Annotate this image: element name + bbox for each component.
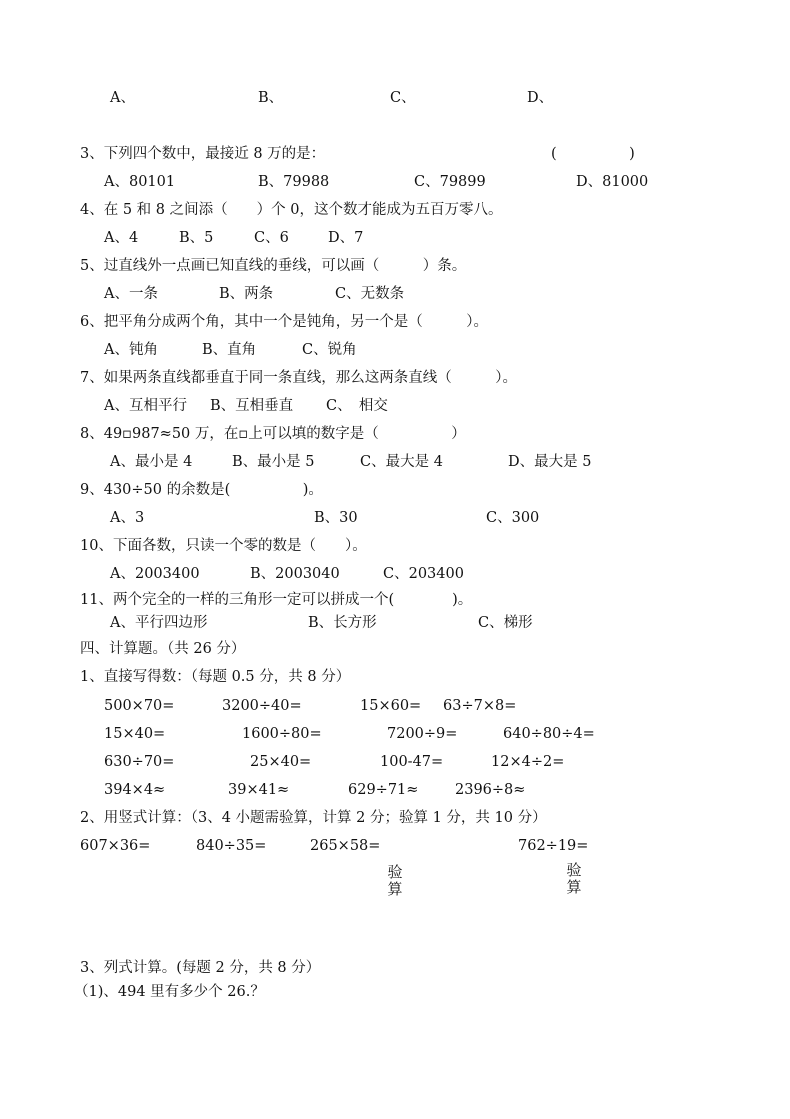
calc-item: 629÷71≈ <box>348 782 419 798</box>
top-option-d: D、 <box>527 90 554 106</box>
question-4-stem: 4、在 5 和 8 之间添（ ）个 0，这个数才能成为五百万零八。 <box>80 202 503 218</box>
top-option-b: B、 <box>258 90 284 106</box>
question-5-stem: 5、过直线外一点画已知直线的垂线，可以画（ ）条。 <box>80 258 467 274</box>
top-option-c: C、 <box>390 90 416 106</box>
question-5-option-b: B、两条 <box>219 286 274 302</box>
calc-item: 12×4÷2= <box>491 754 565 770</box>
calc-item: 3200÷40= <box>222 698 302 714</box>
vertical-calc-item: 265×58= <box>310 838 381 854</box>
question-10-option-a: A、2003400 <box>110 566 200 582</box>
vertical-calc-item: 840÷35= <box>196 838 267 854</box>
question-11-stem: 11、两个完全的一样的三角形一定可以拼成一个( )。 <box>80 592 473 608</box>
calc-item: 15×40= <box>104 726 166 742</box>
question-5-option-a: A、一条 <box>104 286 158 302</box>
question-8-stem: 8、49▫987≈50 万，在▫上可以填的数字是（ ） <box>80 426 466 442</box>
question-3-answer-blank: ( ) <box>551 146 635 162</box>
question-3-option-b: B、79988 <box>258 174 330 190</box>
vertical-calc-item: 607×36= <box>80 838 151 854</box>
question-4-option-a: A、4 <box>104 230 139 246</box>
question-10-stem: 10、下面各数，只读一个零的数是（ ）。 <box>80 538 367 554</box>
question-3-stem: 3、下列四个数中，最接近 8 万的是： <box>80 146 326 162</box>
top-option-a: A、 <box>110 90 135 106</box>
question-10-option-b: B、2003040 <box>250 566 340 582</box>
question-11-option-b: B、长方形 <box>308 615 377 631</box>
question-8-option-a: A、最小是 4 <box>110 454 193 470</box>
calc-item: 2396÷8≈ <box>455 782 526 798</box>
question-3-option-a: A、80101 <box>104 174 176 190</box>
calc-item: 500×70= <box>104 698 175 714</box>
vertical-calc-title: 2、用竖式计算：（3、4 小题需验算，计算 2 分；验算 1 分，共 10 分） <box>80 810 547 826</box>
calc-item: 15×60= <box>360 698 422 714</box>
formula-calc-item-1: （1)、494 里有多少个 26.？ <box>74 984 265 1000</box>
question-4-option-c: C、6 <box>254 230 289 246</box>
calc-item: 63÷7×8= <box>443 698 517 714</box>
question-10-option-c: C、203400 <box>383 566 464 582</box>
question-7-option-b: B、互相垂直 <box>210 398 294 414</box>
question-4-option-b: B、5 <box>179 230 214 246</box>
question-7-option-c: C、 相交 <box>326 398 388 414</box>
question-8-option-c: C、最大是 4 <box>360 454 443 470</box>
question-7-option-a: A、互相平行 <box>104 398 187 414</box>
direct-calc-title: 1、直接写得数：（每题 0.5 分，共 8 分） <box>80 669 351 685</box>
question-7-stem: 7、如果两条直线都垂直于同一条直线，那么这两条直线（ ）。 <box>80 370 517 386</box>
question-6-option-c: C、锐角 <box>302 342 357 358</box>
question-9-stem: 9、430÷50 的余数是( )。 <box>80 482 323 498</box>
question-11-option-c: C、梯形 <box>478 615 533 631</box>
vertical-calc-item: 762÷19= <box>518 838 589 854</box>
calc-item: 394×4≈ <box>104 782 166 798</box>
question-6-option-b: B、直角 <box>202 342 257 358</box>
calc-item: 7200÷9= <box>387 726 458 742</box>
question-6-option-a: A、钝角 <box>104 342 158 358</box>
question-9-option-b: B、30 <box>314 510 358 526</box>
question-9-option-a: A、3 <box>110 510 145 526</box>
question-9-option-c: C、300 <box>486 510 540 526</box>
question-3-option-c: C、79899 <box>414 174 486 190</box>
check-label: 验算 <box>387 863 403 898</box>
question-3-option-d: D、81000 <box>576 174 649 190</box>
question-11-option-a: A、平行四边形 <box>110 615 208 631</box>
calc-item: 39×41≈ <box>228 782 290 798</box>
question-4-option-d: D、7 <box>328 230 364 246</box>
calc-item: 100-47= <box>380 754 444 770</box>
calc-item: 630÷70= <box>104 754 175 770</box>
question-5-option-c: C、无数条 <box>335 286 405 302</box>
question-8-option-d: D、最大是 5 <box>508 454 592 470</box>
question-6-stem: 6、把平角分成两个角，其中一个是钝角，另一个是（ ）。 <box>80 314 488 330</box>
formula-calc-title: 3、列式计算。(每题 2 分，共 8 分） <box>80 960 321 976</box>
calc-item: 640÷80÷4= <box>503 726 595 742</box>
question-8-option-b: B、最小是 5 <box>232 454 315 470</box>
check-label: 验算 <box>566 861 582 896</box>
calc-item: 1600÷80= <box>242 726 322 742</box>
calc-item: 25×40= <box>250 754 312 770</box>
section-4-title: 四、计算题。（共 26 分） <box>80 641 246 657</box>
